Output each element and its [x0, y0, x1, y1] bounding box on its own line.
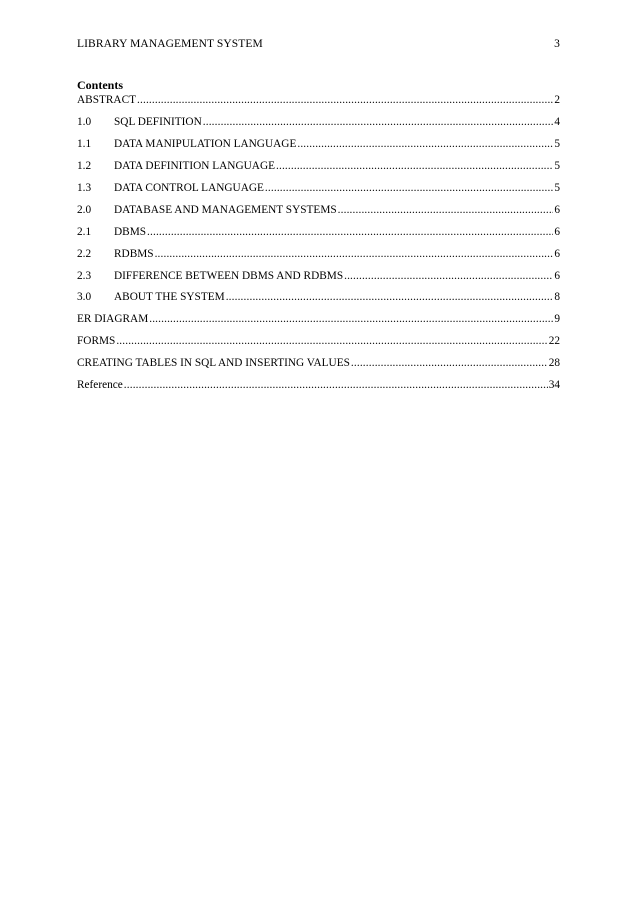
toc-entry-title[interactable]: ER DIAGRAM [77, 313, 149, 326]
toc-entry-page: 4 [554, 115, 560, 128]
dot-leader [265, 181, 553, 196]
toc-list [77, 93, 560, 393]
toc-entry-title[interactable]: DATA DEFINITION LANGUAGE [114, 159, 275, 172]
toc-entry-page: 6 [554, 225, 560, 238]
toc-entry-title[interactable]: ABOUT THE SYSTEM [114, 291, 225, 304]
dot-leader [116, 334, 547, 349]
toc-entry-title[interactable]: DATA CONTROL LANGUAGE [114, 181, 264, 194]
toc-entry-number: 1.1 [77, 137, 92, 150]
running-header [77, 38, 560, 50]
toc-entry[interactable] [77, 203, 560, 218]
toc-entry-title[interactable]: RDBMS [114, 247, 154, 260]
toc-entry-number: 2.1 [77, 225, 92, 238]
toc-entry-title[interactable]: CREATING TABLES IN SQL AND INSERTING VALUES [77, 357, 350, 370]
toc-entry-number: 2.2 [77, 247, 92, 260]
toc-entry-title[interactable]: FORMS [77, 335, 116, 348]
toc-entry-title[interactable]: Reference [77, 379, 123, 392]
toc-entry-page: 34 [548, 379, 560, 392]
dot-leader [149, 312, 553, 327]
page-number: 3 [554, 38, 560, 50]
toc-entry[interactable] [77, 290, 560, 305]
toc-entry-page: 5 [554, 137, 560, 150]
toc-entry[interactable] [77, 247, 560, 262]
toc-entry-number: 2.3 [77, 269, 92, 282]
toc-entry-number: 2.0 [77, 203, 92, 216]
toc-entry-title[interactable]: DATA MANIPULATION LANGUAGE [114, 137, 297, 150]
toc-entry[interactable] [77, 93, 560, 108]
toc-entry[interactable] [77, 115, 560, 130]
toc-entry-number: 3.0 [77, 291, 92, 304]
toc-entry-page: 22 [548, 335, 560, 348]
table-of-contents [77, 78, 560, 393]
toc-entry[interactable] [77, 225, 560, 240]
dot-leader [203, 115, 554, 130]
toc-entry[interactable] [77, 312, 560, 327]
toc-entry-page: 9 [554, 313, 560, 326]
toc-entry-page: 2 [554, 94, 560, 106]
toc-entry-page: 8 [554, 291, 560, 304]
dot-leader [147, 225, 553, 240]
toc-entry[interactable] [77, 137, 560, 152]
toc-entry-page: 6 [554, 269, 560, 282]
toc-entry[interactable] [77, 269, 560, 284]
toc-entry[interactable] [77, 159, 560, 174]
toc-entry-title[interactable]: DIFFERENCE BETWEEN DBMS AND RDBMS [114, 269, 344, 282]
toc-heading: Contents [77, 78, 124, 92]
dot-leader [351, 356, 548, 371]
toc-entry-number: 1.0 [77, 115, 92, 128]
dot-leader [276, 159, 553, 174]
toc-entry[interactable] [77, 378, 560, 393]
toc-entry-number: 1.3 [77, 181, 92, 194]
dot-leader [137, 93, 553, 108]
toc-entry-page: 5 [554, 181, 560, 194]
toc-entry-title[interactable]: SQL DEFINITION [114, 115, 202, 128]
toc-entry-page: 6 [554, 203, 560, 216]
toc-entry-number: 1.2 [77, 159, 92, 172]
dot-leader [344, 269, 553, 284]
toc-entry-title[interactable]: ABSTRACT [77, 94, 137, 106]
toc-entry-page: 6 [554, 247, 560, 260]
toc-entry-title[interactable]: DATABASE AND MANAGEMENT SYSTEMS [114, 203, 337, 216]
dot-leader [155, 247, 554, 262]
dot-leader [226, 290, 554, 305]
dot-leader [124, 378, 548, 393]
toc-entry-page: 5 [554, 159, 560, 172]
toc-entry-page: 28 [548, 357, 560, 370]
document-title: LIBRARY MANAGEMENT SYSTEM [77, 38, 263, 50]
dot-leader [338, 203, 554, 218]
toc-entry[interactable] [77, 181, 560, 196]
toc-entry[interactable] [77, 334, 560, 349]
toc-entry-title[interactable]: DBMS [114, 225, 147, 238]
dot-leader [297, 137, 553, 152]
toc-entry[interactable] [77, 356, 560, 371]
